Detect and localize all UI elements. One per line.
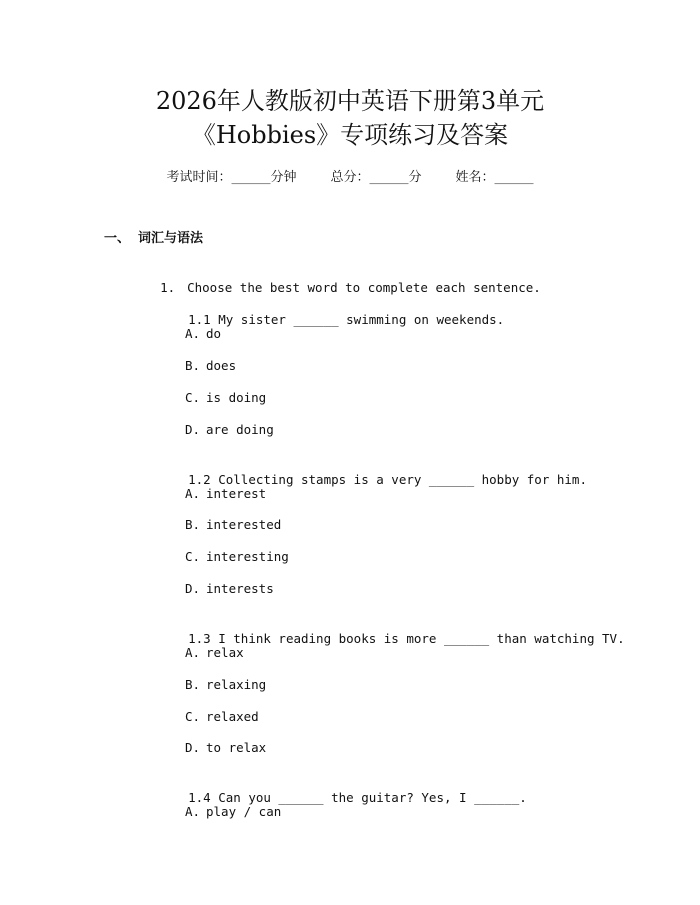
exam-time-field: 考试时间：______分钟 (166, 170, 297, 185)
option-label: D. (185, 581, 201, 596)
section-heading (104, 229, 203, 249)
section-number: 一、 (104, 231, 131, 246)
option-text: are doing (206, 422, 274, 437)
option-label: D. (185, 422, 201, 437)
option (185, 485, 266, 503)
option-label: D. (185, 740, 201, 755)
option-text: interests (206, 581, 274, 596)
option (185, 708, 259, 726)
option-text: interesting (206, 549, 289, 564)
option (185, 357, 236, 375)
name-field: 姓名：______ (455, 170, 534, 185)
option-text: relaxed (206, 709, 259, 724)
option-label: B. (185, 517, 201, 532)
exam-meta (0, 168, 700, 188)
page-title-line1: 2026年人教版初中英语下册第3单元 (155, 87, 545, 115)
option (185, 548, 289, 566)
question-text: My sister ______ swimming on weekends. (218, 312, 505, 327)
option-text: play / can (206, 804, 282, 819)
option (185, 739, 266, 757)
option (185, 676, 266, 694)
option-label: B. (185, 677, 201, 692)
question-number: 1.1 (188, 312, 211, 327)
option-label: C. (185, 709, 201, 724)
option-text: do (206, 326, 222, 341)
question-number: 1.2 (188, 472, 211, 487)
instruction-number: 1. (160, 280, 176, 295)
option (185, 644, 244, 662)
option (185, 325, 221, 343)
question-text: Collecting stamps is a very ______ hobby for him. (218, 472, 587, 487)
question-number: 1.4 (188, 790, 211, 805)
option-text: relaxing (206, 677, 267, 692)
option-label: C. (185, 549, 201, 564)
option (185, 803, 281, 821)
question-text: Can you ______ the guitar? Yes, I ______. (218, 790, 527, 805)
option-label: B. (185, 358, 201, 373)
section-title: 词汇与语法 (138, 231, 204, 246)
option-label: A. (185, 326, 201, 341)
option (185, 580, 274, 598)
option-text: to relax (206, 740, 267, 755)
option-label: A. (185, 486, 201, 501)
option (185, 421, 274, 439)
option-text: is doing (206, 390, 267, 405)
option (185, 516, 281, 534)
option-text: interest (206, 486, 267, 501)
option (185, 389, 266, 407)
question-text: I think reading books is more ______ than watching TV. (218, 631, 625, 646)
option-text: relax (206, 645, 244, 660)
option-label: C. (185, 390, 201, 405)
option-text: interested (206, 517, 282, 532)
question-number: 1.3 (188, 631, 211, 646)
option-text: does (206, 358, 237, 373)
option-label: A. (185, 804, 201, 819)
instruction-text: Choose the best word to complete each sentence. (187, 280, 541, 295)
total-score-field: 总分：______分 (330, 170, 422, 185)
option-label: A. (185, 645, 201, 660)
page-title-line2: 《Hobbies》专项练习及答案 (191, 121, 509, 149)
